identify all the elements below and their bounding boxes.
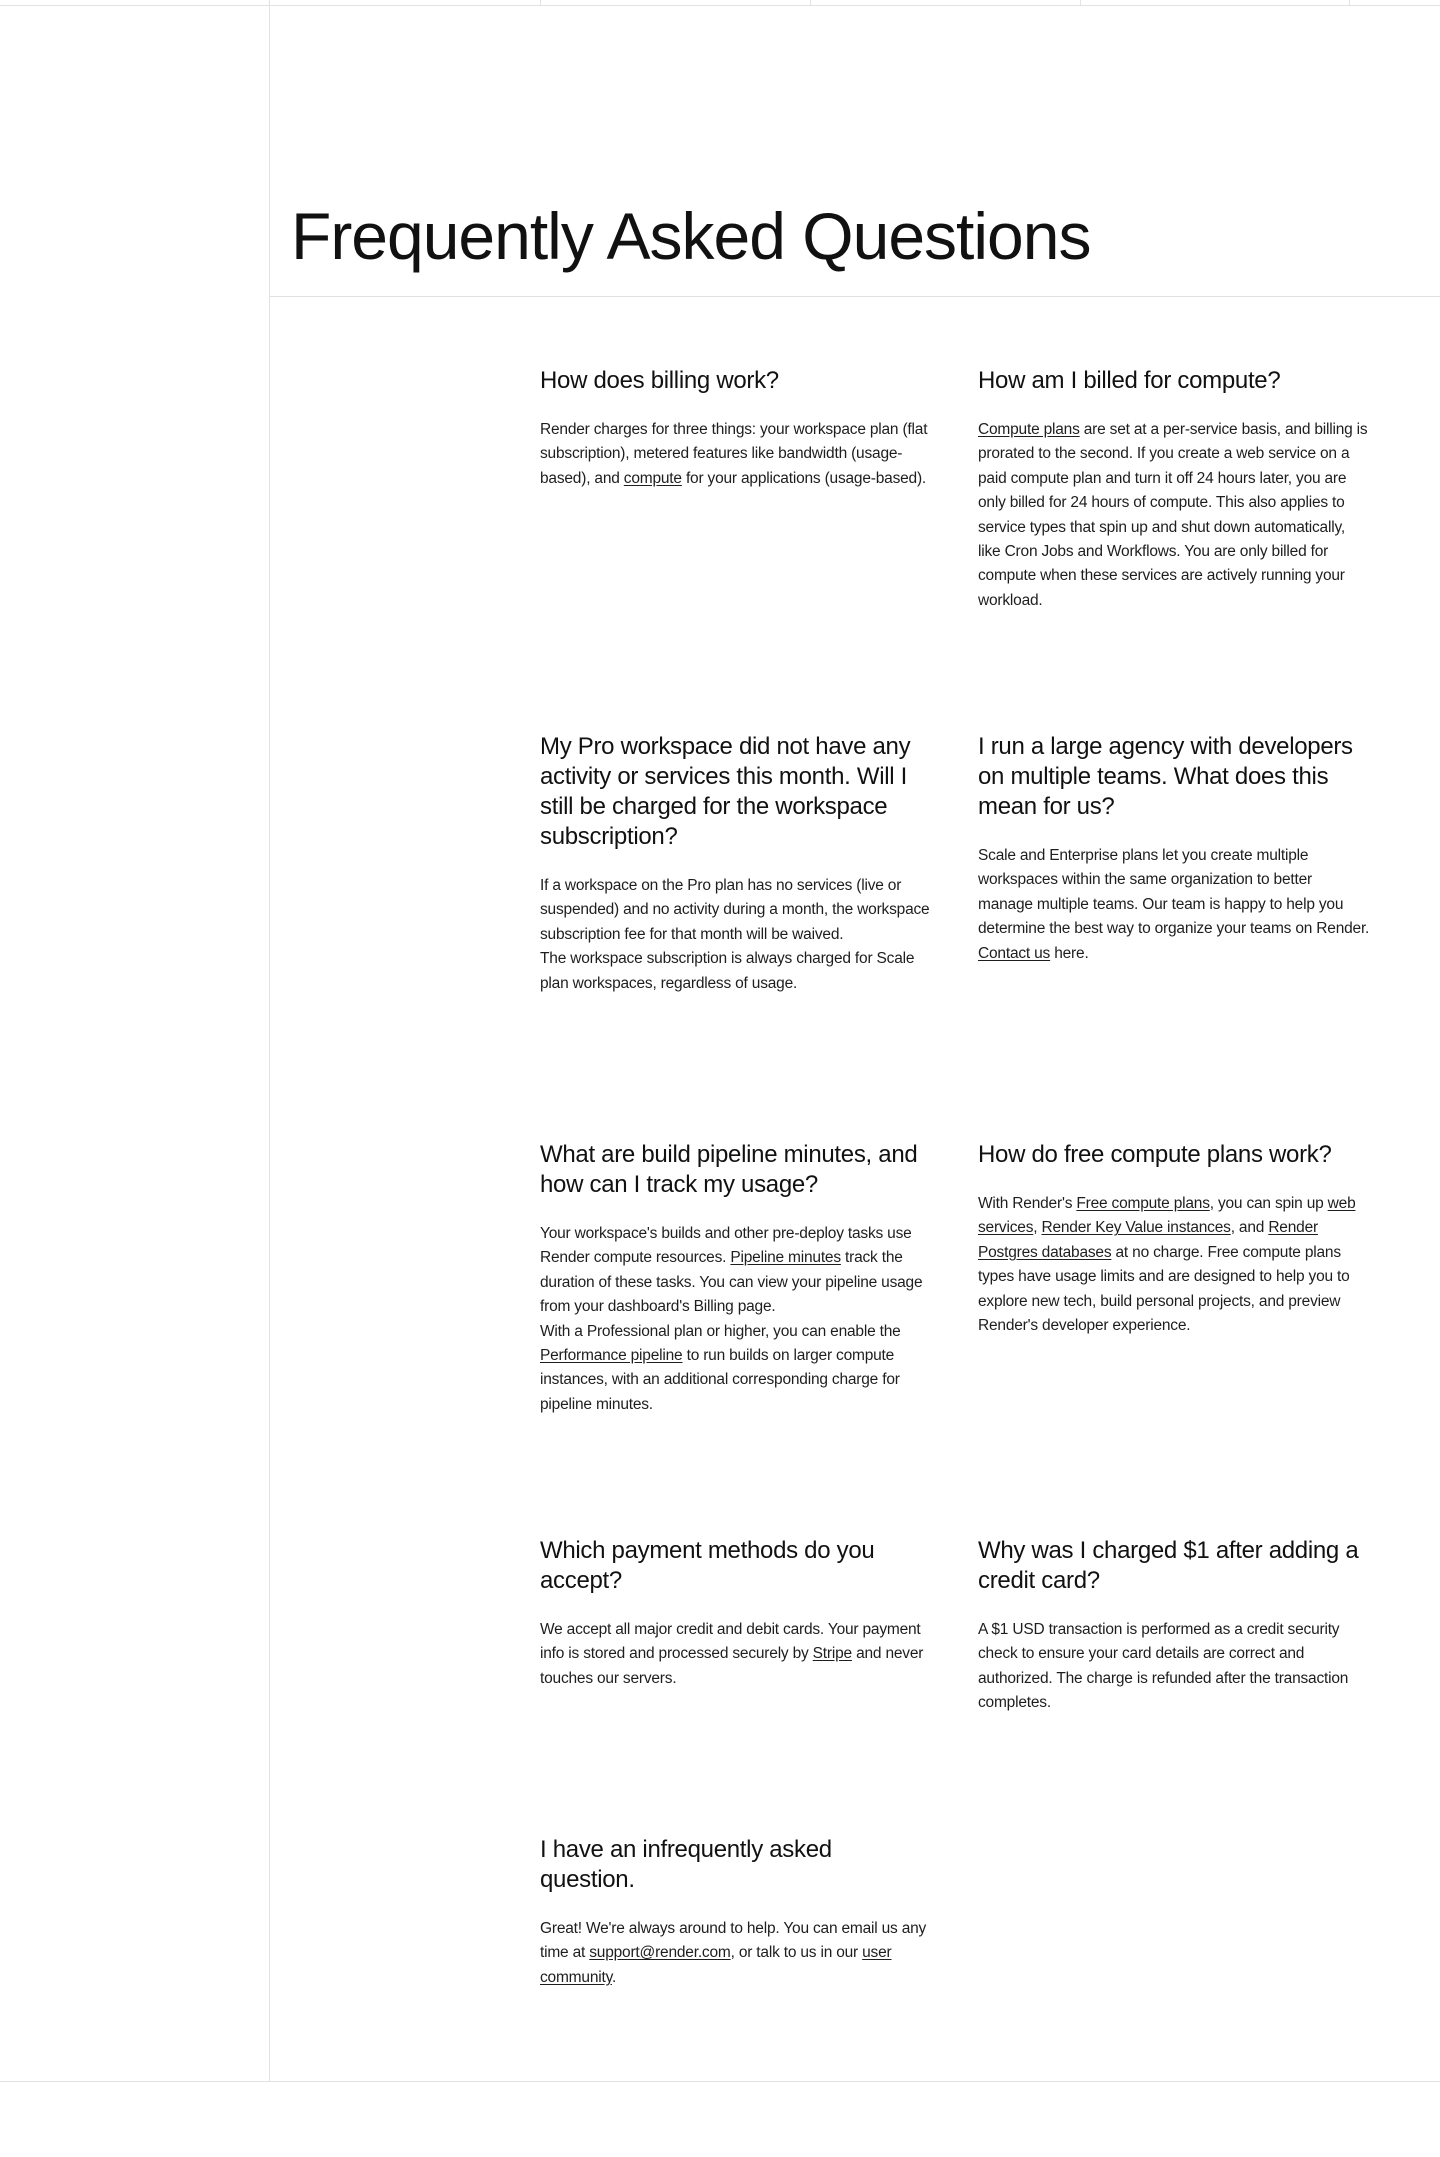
faq-answer-paragraph — [978, 1192, 1370, 1338]
faq-answer — [978, 1192, 1370, 1338]
faq-item — [540, 1835, 932, 1990]
faq-text: to run builds on larger compute instances, with an additional corresponding charge for pipeline minutes. — [540, 1347, 900, 1413]
faq-link[interactable]: support@render.com — [589, 1944, 731, 1962]
faq-text: at no charge. Free compute plans types have usage limits and are designed to help you to explore new tech, build personal projects, and preview Render's developer experience. — [978, 1243, 1350, 1335]
faq-item — [540, 1536, 932, 1691]
bottom-divider — [0, 2081, 1440, 2082]
faq-question: I have an infrequently asked question. — [540, 1836, 832, 1893]
faq-text: We accept all major credit and debit cards. Your payment info is stored and processed securely by — [540, 1621, 921, 1663]
faq-item — [978, 1536, 1370, 1716]
faq-answer-paragraph — [540, 1320, 932, 1418]
faq-text: With Render's — [978, 1195, 1077, 1212]
faq-question: Which payment methods do you accept? — [540, 1537, 875, 1594]
faq-answer-paragraph — [540, 1618, 932, 1691]
faq-link[interactable]: user community — [540, 1944, 892, 1986]
faq-link[interactable]: Free compute plans — [1076, 1195, 1210, 1212]
top-grid-line-3 — [1080, 0, 1081, 5]
faq-answer-paragraph — [540, 418, 932, 491]
left-rail-line — [269, 0, 270, 2082]
faq-question: Why was I charged $1 after adding a credit card? — [978, 1537, 1359, 1594]
top-grid-line-2 — [810, 0, 811, 5]
faq-text: Great! We're always around to help. You can email us any time at — [540, 1920, 927, 1962]
faq-question: What are build pipeline minutes, and how can I track my usage? — [540, 1141, 918, 1198]
faq-link[interactable]: Stripe — [812, 1645, 852, 1663]
faq-item — [978, 366, 1370, 613]
top-grid-line-4 — [1349, 0, 1350, 5]
faq-text: Scale and Enterprise plans let you create multiple workspaces within the same organization to better manage multiple teams. Our team is happy to help you determine the best way to organize your teams on Render. — [978, 847, 1370, 938]
faq-text: are set at a per-service basis, and billing is prorated to the second. If you create a web service on a paid compute plan and turn it off 24 hours later, you are only billed for 24 hours of compute. This also applies to service types that spin up and shut down automatically, like Cron Jobs and Workflows. You are only billed for compute when these services are actively running your workload. — [978, 421, 1368, 609]
faq-item — [978, 732, 1370, 966]
faq-link[interactable]: Contact us — [978, 944, 1051, 962]
faq-text: here. — [1050, 944, 1089, 962]
faq-answer — [540, 1222, 932, 1417]
faq-link[interactable]: Compute plans — [978, 421, 1080, 438]
faq-link[interactable]: Pipeline minutes — [730, 1249, 841, 1267]
faq-text: . — [611, 1968, 617, 1986]
faq-text: , and — [1230, 1219, 1269, 1237]
faq-link[interactable]: Render Postgres databases — [978, 1219, 1318, 1261]
faq-text: Render charges for three things: your workspace plan (flat subscription), metered features like bandwidth (usage-based), and — [540, 421, 928, 487]
faq-item — [540, 732, 932, 996]
faq-answer-paragraph — [978, 1618, 1370, 1716]
faq-answer — [540, 418, 932, 491]
faq-text: The workspace subscription is always charged for Scale plan workspaces, regardless of usage. — [540, 950, 915, 992]
faq-answer — [540, 1618, 932, 1691]
faq-text: , — [1033, 1219, 1042, 1237]
faq-link[interactable]: Render Key Value instances — [1041, 1219, 1231, 1237]
faq-text: Your workspace's builds and other pre-deploy tasks use Render compute resources. — [540, 1225, 912, 1267]
faq-link[interactable]: web services — [978, 1195, 1356, 1237]
faq-text: track the duration of these tasks. You can view your pipeline usage from your dashboard's Billing page. — [540, 1249, 923, 1316]
faq-question: I run a large agency with developers on multiple teams. What does this mean for us? — [978, 733, 1353, 820]
faq-answer-paragraph — [540, 1917, 932, 1990]
faq-text: , you can spin up — [1209, 1195, 1328, 1212]
faq-text: and never touches our servers. — [540, 1645, 924, 1687]
faq-text: If a workspace on the Pro plan has no services (live or suspended) and no activity during a month, the workspace subscription fee for that month will be waived. — [540, 877, 930, 943]
faq-text: A $1 USD transaction is performed as a credit security check to ensure your card details are correct and authorized. The charge is refunded after the transaction completes. — [978, 1621, 1349, 1712]
faq-answer-paragraph — [540, 1222, 932, 1320]
faq-item — [540, 1140, 932, 1417]
faq-answer — [540, 1917, 932, 1990]
faq-answer-paragraph — [540, 947, 932, 996]
faq-answer-paragraph — [978, 418, 1370, 613]
faq-link[interactable]: Performance pipeline — [540, 1347, 683, 1365]
top-grid-line-1 — [540, 0, 541, 5]
faq-link[interactable]: compute — [623, 469, 682, 487]
faq-answer — [978, 1618, 1370, 1716]
faq-question: How does billing work? — [540, 367, 779, 394]
faq-text: for your applications (usage-based). — [681, 469, 927, 487]
faq-text: With a Professional plan or higher, you can enable the — [540, 1322, 901, 1340]
faq-item — [540, 366, 932, 491]
faq-question: How am I billed for compute? — [978, 367, 1281, 394]
faq-question: My Pro workspace did not have any activity or services this month. Will I still be charged for the workspace subscription? — [540, 733, 911, 850]
top-divider — [0, 5, 1440, 6]
faq-answer — [978, 418, 1370, 613]
faq-answer-paragraph — [978, 844, 1370, 966]
faq-item — [978, 1140, 1370, 1338]
faq-answer — [540, 874, 932, 996]
faq-text: , or talk to us in our — [730, 1944, 863, 1962]
faq-answer — [978, 844, 1370, 966]
faq-question: How do free compute plans work? — [978, 1141, 1332, 1168]
title-divider — [269, 296, 1440, 297]
page-title: Frequently Asked Questions — [291, 199, 1091, 273]
faq-answer-paragraph — [540, 874, 932, 947]
